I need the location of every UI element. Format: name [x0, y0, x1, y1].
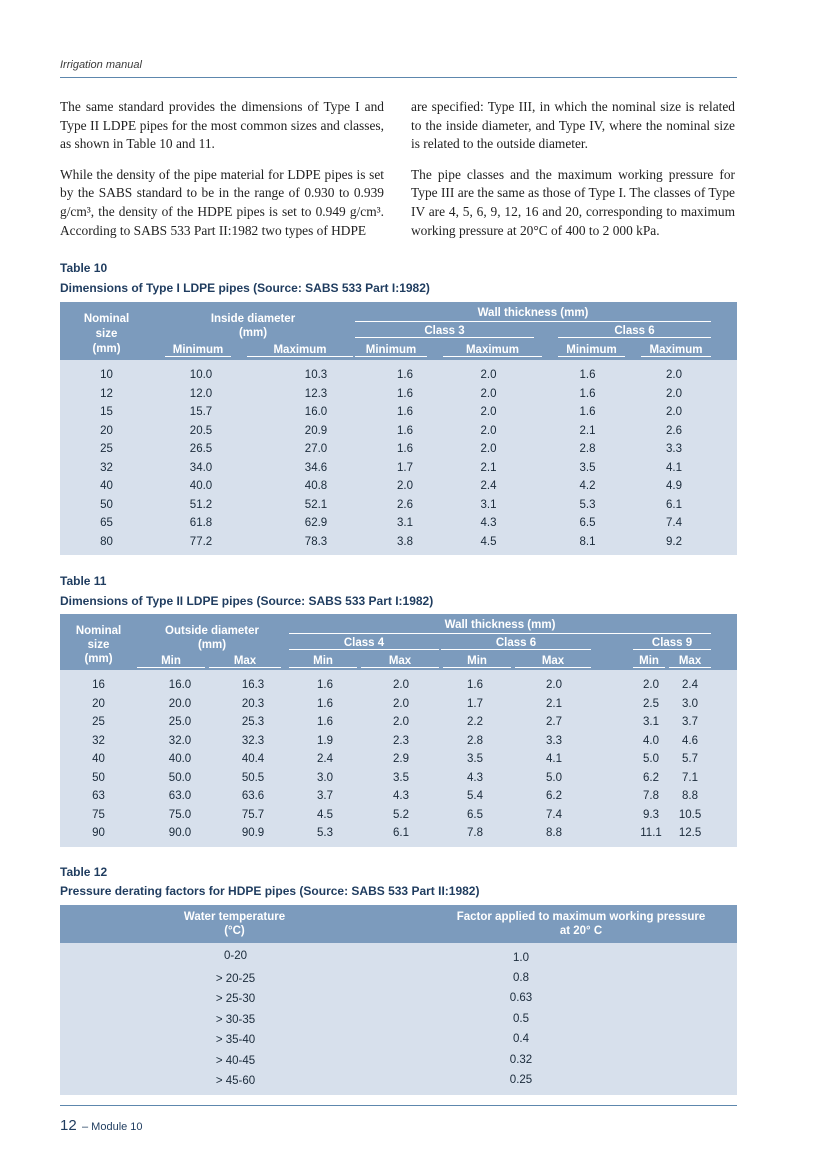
table-row — [60, 787, 737, 806]
h-nominal: Nominal — [75, 625, 122, 637]
table-cell: 90 — [60, 824, 137, 847]
table-cell: 5.2 — [361, 806, 441, 825]
table-cell: 20.0 — [137, 695, 209, 714]
table-cell: 61.8 — [153, 514, 239, 533]
table-cell: 2.3 — [361, 732, 441, 751]
table-cell: 4.5 — [435, 533, 542, 556]
table-cell: 4.5 — [287, 806, 361, 825]
table-cell: 2.0 — [593, 670, 669, 695]
table-cell: 4.2 — [542, 477, 633, 496]
table-row — [60, 943, 737, 968]
table10 — [60, 302, 737, 555]
table-cell: 78.3 — [239, 533, 353, 556]
table-cell: 3.5 — [361, 769, 441, 788]
table-cell: 6.1 — [361, 824, 441, 847]
table-cell: 7.4 — [633, 514, 737, 533]
table-cell: 3.5 — [542, 459, 633, 478]
table-cell: 90.0 — [137, 824, 209, 847]
table-cell: 7.4 — [515, 806, 593, 825]
paragraph: The pipe classes and the maximum working pressure for Type III are the same as those of Type I. The classes of Type IV are 4, 5, 6, 9, 12, 16 and 20, corresponding to maximum working pressure at 20°C of 400 to 2 000 kPa. — [411, 166, 735, 238]
table-cell: 5.0 — [593, 750, 669, 769]
h-max: Max — [669, 655, 711, 668]
h-nominal: size — [95, 328, 118, 340]
table11-title: Dimensions of Type II LDPE pipes (Source: SABS 533 Part I:1982) — [60, 594, 434, 608]
table-cell: 3.3 — [633, 440, 737, 459]
h-class6: Class 6 — [558, 325, 711, 338]
table-cell: 32.0 — [137, 732, 209, 751]
table-cell: 3.1 — [435, 496, 542, 515]
table-cell: 8.8 — [515, 824, 593, 847]
table-cell: 40.4 — [209, 750, 287, 769]
table-cell: 65 — [60, 514, 153, 533]
h-min: Min — [633, 655, 665, 668]
right-column — [411, 98, 735, 252]
table-row — [60, 806, 737, 825]
table-cell: 6.2 — [515, 787, 593, 806]
table-cell: 1.6 — [353, 360, 435, 385]
table-cell: 1.7 — [353, 459, 435, 478]
table-cell: 34.0 — [153, 459, 239, 478]
table-cell: 20 — [60, 695, 137, 714]
table-cell: 4.6 — [669, 732, 737, 751]
table-cell: 3.8 — [353, 533, 435, 556]
table12 — [60, 905, 737, 1095]
h-min: Min — [289, 655, 357, 668]
header-rule — [60, 77, 737, 78]
table-cell: 4.1 — [633, 459, 737, 478]
paragraph: are specified: Type III, in which the nominal size is related to the inside diameter, and Type IV, where the nominal size is related to the outside diameter. — [411, 99, 735, 152]
table-cell: 75 — [60, 806, 137, 825]
table-cell: 5.7 — [669, 750, 737, 769]
table-row — [60, 360, 737, 385]
table-cell: 2.2 — [441, 713, 515, 732]
table12-title: Pressure derating factors for HDPE pipes (Source: SABS 533 Part II:1982) — [60, 884, 480, 898]
footer-rule — [60, 1105, 737, 1106]
table-cell: 1.7 — [441, 695, 515, 714]
table-cell: 63 — [60, 787, 137, 806]
table-cell: 4.3 — [435, 514, 542, 533]
table-row — [60, 1009, 737, 1030]
h-max: Maximum — [641, 344, 711, 357]
table-cell: 16.0 — [239, 403, 353, 422]
table-cell: 77.2 — [153, 533, 239, 556]
table-cell: 3.1 — [593, 713, 669, 732]
h-class6: Class 6 — [441, 637, 591, 650]
table-row — [60, 1029, 737, 1050]
table-cell: 75.7 — [209, 806, 287, 825]
table-row — [60, 440, 737, 459]
h-min: Minimum — [558, 344, 625, 357]
table-row — [60, 496, 737, 515]
table-cell: 40.0 — [137, 750, 209, 769]
table-cell: 32.3 — [209, 732, 287, 751]
paragraph: While the density of the pipe material for LDPE pipes is set by the SABS standard to be in the range of 0.930 to 0.939 g/cm³, the density of the HDPE pipes is set to 0.949 g/cm³. According to SABS 533 Part II:1982 two types of HDPE — [60, 166, 384, 238]
h-class4: Class 4 — [289, 637, 439, 650]
h-factor: Factor applied to maximum working pressure — [456, 911, 706, 923]
table-cell: 2.0 — [435, 385, 542, 404]
table-cell: 2.0 — [435, 360, 542, 385]
table-cell: 6.5 — [441, 806, 515, 825]
table-cell: 2.0 — [633, 385, 737, 404]
table-cell: 5.0 — [515, 769, 593, 788]
table-cell: 0.32 — [411, 1050, 737, 1071]
table-cell: 1.6 — [353, 403, 435, 422]
h-min: Minimum — [355, 344, 427, 357]
table12-label: Table 12 — [60, 865, 108, 879]
table-cell: 4.0 — [593, 732, 669, 751]
table-cell: 11.1 — [593, 824, 669, 847]
table-cell: 2.6 — [633, 422, 737, 441]
h-wall: Wall thickness (mm) — [289, 614, 711, 634]
table-cell: 7.8 — [441, 824, 515, 847]
table-row — [60, 514, 737, 533]
table-cell: 5.4 — [441, 787, 515, 806]
table-cell: 2.1 — [542, 422, 633, 441]
table-cell: 2.4 — [287, 750, 361, 769]
table-cell: 2.0 — [633, 360, 737, 385]
table-row — [60, 385, 737, 404]
table-cell: 0.25 — [411, 1070, 737, 1095]
table-cell: 50.0 — [137, 769, 209, 788]
table-cell: > 45-60 — [60, 1070, 411, 1095]
table-cell: 62.9 — [239, 514, 353, 533]
table-cell: 63.0 — [137, 787, 209, 806]
table-cell: 1.6 — [287, 695, 361, 714]
left-column — [60, 98, 384, 252]
h-factor: at 20° C — [559, 925, 603, 937]
table-cell: 9.3 — [593, 806, 669, 825]
table11 — [60, 614, 737, 847]
table-cell: 40 — [60, 750, 137, 769]
table10-title: Dimensions of Type I LDPE pipes (Source: SABS 533 Part I:1982) — [60, 281, 430, 295]
h-max: Max — [209, 655, 281, 668]
table-cell: 10.0 — [153, 360, 239, 385]
table-cell: 2.0 — [515, 670, 593, 695]
table-row — [60, 750, 737, 769]
table10-label: Table 10 — [60, 261, 108, 275]
table-cell: 9.2 — [633, 533, 737, 556]
table-cell: 2.8 — [441, 732, 515, 751]
table-cell: 20.3 — [209, 695, 287, 714]
table-cell: 34.6 — [239, 459, 353, 478]
table-cell: 5.3 — [542, 496, 633, 515]
table-cell: 40 — [60, 477, 153, 496]
h-max: Maximum — [443, 344, 542, 357]
table-cell: 1.6 — [542, 403, 633, 422]
table-cell: 1.6 — [353, 422, 435, 441]
table-row — [60, 769, 737, 788]
h-class3: Class 3 — [355, 325, 534, 338]
table-row — [60, 533, 737, 556]
table-cell: 6.1 — [633, 496, 737, 515]
table-cell: 15 — [60, 403, 153, 422]
table-cell: > 20-25 — [60, 968, 411, 989]
table-cell: 80 — [60, 533, 153, 556]
table-cell: 40.0 — [153, 477, 239, 496]
table-row — [60, 713, 737, 732]
table-cell: 3.0 — [669, 695, 737, 714]
table-cell: 0.5 — [411, 1009, 737, 1030]
table-cell: 0.63 — [411, 988, 737, 1009]
table-cell: 25 — [60, 440, 153, 459]
table-cell: 2.0 — [361, 713, 441, 732]
table-cell: 7.8 — [593, 787, 669, 806]
table-cell: 2.0 — [435, 422, 542, 441]
h-outside: Outside diameter — [165, 625, 259, 637]
table-cell: 25.3 — [209, 713, 287, 732]
table-cell: > 25-30 — [60, 988, 411, 1009]
table-cell: 3.1 — [353, 514, 435, 533]
table-cell: 7.1 — [669, 769, 737, 788]
table-cell: 2.7 — [515, 713, 593, 732]
table-cell: 3.3 — [515, 732, 593, 751]
h-max: Maximum — [247, 344, 353, 357]
table-cell: 0.8 — [411, 968, 737, 989]
table-cell: 75.0 — [137, 806, 209, 825]
table-cell: 12.5 — [669, 824, 737, 847]
table-cell: 1.6 — [287, 670, 361, 695]
table-cell: 50.5 — [209, 769, 287, 788]
table-cell: 0-20 — [60, 943, 411, 968]
h-outside: (mm) — [197, 639, 227, 651]
table-cell: 12 — [60, 385, 153, 404]
table-cell: 27.0 — [239, 440, 353, 459]
table-cell: 50 — [60, 769, 137, 788]
table-row — [60, 670, 737, 695]
h-max: Max — [515, 655, 591, 668]
table-cell: 6.2 — [593, 769, 669, 788]
table-cell: 52.1 — [239, 496, 353, 515]
table-cell: 2.6 — [353, 496, 435, 515]
h-wall: Wall thickness (mm) — [355, 302, 711, 322]
table-cell: 3.7 — [669, 713, 737, 732]
table-row — [60, 403, 737, 422]
h-min: Minimum — [165, 344, 231, 357]
h-inside: Inside diameter — [210, 313, 296, 325]
h-inside: (mm) — [238, 327, 268, 339]
table-cell: > 30-35 — [60, 1009, 411, 1030]
table-cell: 25.0 — [137, 713, 209, 732]
table-cell: > 40-45 — [60, 1050, 411, 1071]
table-row — [60, 968, 737, 989]
h-nominal: (mm) — [84, 653, 113, 665]
paragraph: The same standard provides the dimensions of Type I and Type II LDPE pipes for the most common sizes and classes, as shown in Table 10 and 11. — [60, 99, 384, 152]
table-cell: 2.1 — [515, 695, 593, 714]
table-row — [60, 1050, 737, 1071]
table-cell: 4.3 — [361, 787, 441, 806]
h-max: Max — [361, 655, 439, 668]
table-cell: 1.6 — [287, 713, 361, 732]
h-temp: Water temperature — [183, 911, 286, 923]
table-cell: 1.0 — [411, 943, 737, 968]
table-cell: 1.6 — [353, 385, 435, 404]
table-cell: 20.5 — [153, 422, 239, 441]
table-cell: 2.9 — [361, 750, 441, 769]
table-cell: 51.2 — [153, 496, 239, 515]
table-cell: 2.5 — [593, 695, 669, 714]
table-cell: 2.0 — [435, 440, 542, 459]
running-header: Irrigation manual — [60, 59, 142, 71]
table-cell: 16.3 — [209, 670, 287, 695]
h-nominal: Nominal — [83, 313, 130, 325]
table-cell: 16 — [60, 670, 137, 695]
h-min: Min — [443, 655, 511, 668]
table-cell: 10.5 — [669, 806, 737, 825]
table-cell: 90.9 — [209, 824, 287, 847]
table-cell: 20 — [60, 422, 153, 441]
table-cell: 2.0 — [353, 477, 435, 496]
module-label: – Module 10 — [82, 1121, 143, 1133]
table-cell: 25 — [60, 713, 137, 732]
table-cell: 32 — [60, 459, 153, 478]
table-cell: 50 — [60, 496, 153, 515]
table-cell: > 35-40 — [60, 1029, 411, 1050]
table-cell: 1.9 — [287, 732, 361, 751]
table-row — [60, 1070, 737, 1095]
table-row — [60, 988, 737, 1009]
h-nominal: size — [87, 639, 110, 651]
table-cell: 12.0 — [153, 385, 239, 404]
table-cell: 5.3 — [287, 824, 361, 847]
table-cell: 63.6 — [209, 787, 287, 806]
table-cell: 1.6 — [542, 385, 633, 404]
table-cell: 2.0 — [361, 695, 441, 714]
table-cell: 4.3 — [441, 769, 515, 788]
h-temp: (°C) — [224, 925, 245, 937]
table-cell: 4.1 — [515, 750, 593, 769]
table-cell: 2.1 — [435, 459, 542, 478]
table-row — [60, 695, 737, 714]
table-cell: 8.8 — [669, 787, 737, 806]
table11-label: Table 11 — [60, 574, 107, 588]
table-cell: 2.0 — [435, 403, 542, 422]
table-row — [60, 732, 737, 751]
table-cell: 32 — [60, 732, 137, 751]
table-cell: 0.4 — [411, 1029, 737, 1050]
table-cell: 20.9 — [239, 422, 353, 441]
table-row — [60, 824, 737, 847]
table-cell: 15.7 — [153, 403, 239, 422]
table-cell: 16.0 — [137, 670, 209, 695]
h-nominal: (mm) — [92, 343, 121, 355]
table-cell: 6.5 — [542, 514, 633, 533]
table-cell: 2.0 — [361, 670, 441, 695]
table-cell: 3.7 — [287, 787, 361, 806]
table-cell: 3.0 — [287, 769, 361, 788]
table-cell: 12.3 — [239, 385, 353, 404]
table-cell: 1.6 — [542, 360, 633, 385]
table-row — [60, 422, 737, 441]
table-cell: 4.9 — [633, 477, 737, 496]
table-cell: 40.8 — [239, 477, 353, 496]
table-cell: 26.5 — [153, 440, 239, 459]
table-cell: 2.4 — [669, 670, 737, 695]
table-cell: 2.4 — [435, 477, 542, 496]
table-cell: 1.6 — [441, 670, 515, 695]
table-row — [60, 477, 737, 496]
table-cell: 8.1 — [542, 533, 633, 556]
table-cell: 3.5 — [441, 750, 515, 769]
table-cell: 1.6 — [353, 440, 435, 459]
page-number: 12 — [60, 1117, 77, 1134]
table-cell: 2.0 — [633, 403, 737, 422]
table-cell: 10 — [60, 360, 153, 385]
table-cell: 2.8 — [542, 440, 633, 459]
h-min: Min — [137, 655, 205, 668]
table-row — [60, 459, 737, 478]
h-class9: Class 9 — [633, 637, 711, 650]
table-cell: 10.3 — [239, 360, 353, 385]
